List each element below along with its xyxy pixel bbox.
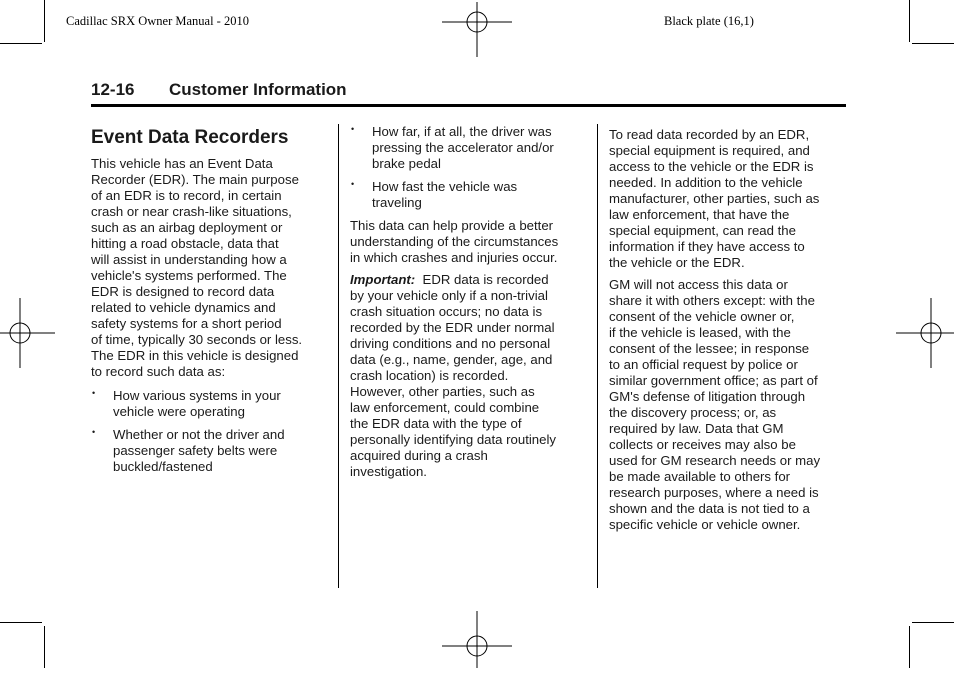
text-line: share it with others except: with the — [609, 293, 815, 308]
list-item — [91, 388, 331, 420]
bullet-icon: • — [92, 388, 96, 398]
bullet-icon: • — [351, 124, 355, 134]
slug-plate-info: Black plate (16,1) — [664, 14, 754, 28]
text-line: special equipment, can read the — [609, 223, 796, 238]
text-line: the discovery process; or, as — [609, 405, 777, 420]
list-item — [350, 179, 590, 211]
text-line: passenger safety belts were — [113, 443, 278, 458]
bullet-list — [91, 388, 331, 475]
text-line: by your vehicle only if a non-trivial — [350, 288, 548, 303]
text-line: acquired during a crash — [350, 448, 488, 463]
column-3 — [609, 127, 849, 539]
text-line: shown and the data is not tied to a — [609, 501, 810, 516]
column-1 — [91, 122, 331, 482]
text-line: used for GM research needs or may — [609, 453, 821, 468]
text-line: buckled/fastened — [113, 459, 213, 474]
text-line: be made available to others for — [609, 469, 791, 484]
text-line: to an official request by police or — [609, 357, 798, 372]
important-label: Important: — [350, 272, 416, 287]
text-line: How various systems in your — [113, 388, 281, 403]
slug-manual-title: Cadillac SRX Owner Manual - 2010 — [66, 14, 249, 28]
text-line: needed. In addition to the vehicle — [609, 175, 803, 190]
text-line: information if they have access to — [609, 239, 805, 254]
text-line: to record such data as: — [91, 364, 226, 379]
registration-mark-icon — [896, 298, 954, 368]
text-line: Recorder (EDR). The main purpose — [91, 172, 299, 187]
text-line: The EDR in this vehicle is designed — [91, 348, 299, 363]
text-line: pressing the accelerator and/or — [372, 140, 554, 155]
list-item — [350, 124, 590, 172]
text-line: in which crashes and injuries occur. — [350, 250, 558, 265]
text-line: traveling — [372, 195, 422, 210]
text-line: personally identifying data routinely — [350, 432, 556, 447]
bullet-icon: • — [351, 179, 355, 189]
text-line: consent of the lessee; in response — [609, 341, 810, 356]
text-line: brake pedal — [372, 156, 441, 171]
text-line: manufacturer, other parties, such as — [609, 191, 820, 206]
text-line: vehicle's systems performed. The — [91, 268, 287, 283]
text-line: specific vehicle or vehicle owner. — [609, 517, 801, 532]
text-line: To read data recorded by an EDR, — [609, 127, 810, 142]
text-line: crash situation occurs; no data is — [350, 304, 543, 319]
running-header — [91, 80, 846, 107]
column-divider — [597, 124, 598, 588]
column-divider — [338, 124, 339, 588]
list-item — [91, 427, 331, 475]
text-line: hitting a road obstacle, data that — [91, 236, 279, 251]
text-line: understanding of the circumstances — [350, 234, 559, 249]
column-2 — [350, 122, 590, 486]
text-line: Whether or not the driver and — [113, 427, 285, 442]
text-line: required by law. Data that GM — [609, 421, 784, 436]
text-line: related to vehicle dynamics and — [91, 300, 276, 315]
text-line: This vehicle has an Event Data — [91, 156, 273, 171]
text-line: vehicle were operating — [113, 404, 245, 419]
circumstances-paragraph — [350, 218, 590, 266]
text-line: if the vehicle is leased, with the — [609, 325, 791, 340]
text-line: GM will not access this data or — [609, 277, 788, 292]
text-line: EDR is designed to record data — [91, 284, 275, 299]
edr-access-paragraph — [609, 127, 849, 271]
text-line: will assist in understanding how a — [91, 252, 287, 267]
crop-mark — [44, 0, 45, 42]
text-line: law enforcement, that have the — [609, 207, 790, 222]
text-line: How fast the vehicle was — [372, 179, 518, 194]
section-heading: Event Data Recorders — [91, 127, 289, 148]
bullet-icon: • — [92, 427, 96, 437]
text-line: law enforcement, could combine — [350, 400, 540, 415]
registration-mark-icon — [442, 0, 512, 57]
text-line: safety systems for a short period — [91, 316, 282, 331]
text-line: collects or receives may also be — [609, 437, 796, 452]
text-line: of an EDR is to record, in certain — [91, 188, 282, 203]
text-line: driving conditions and no personal — [350, 336, 551, 351]
text-line: recorded by the EDR under normal — [350, 320, 555, 335]
text-line: EDR data is recorded — [422, 272, 549, 287]
text-line: the vehicle or the EDR. — [609, 255, 745, 270]
important-paragraph — [350, 272, 590, 480]
text-line: access to the vehicle or the EDR is — [609, 159, 814, 174]
text-line: the EDR data with the type of — [350, 416, 522, 431]
text-line: crash or near crash-like situations, — [91, 204, 292, 219]
text-line: special equipment is required, and — [609, 143, 810, 158]
registration-mark-icon — [442, 611, 512, 681]
text-line: of time, typically 30 seconds or less. — [91, 332, 303, 347]
crop-mark — [0, 622, 42, 623]
text-line: However, other parties, such as — [350, 384, 535, 399]
registration-mark-icon — [0, 298, 55, 368]
crop-mark — [44, 626, 45, 668]
section-title: Customer Information — [169, 80, 347, 99]
text-line: similar government office; as part of — [609, 373, 818, 388]
text-line: consent of the vehicle owner or, — [609, 309, 795, 324]
crop-mark — [909, 626, 910, 668]
text-line: crash location) is recorded. — [350, 368, 509, 383]
crop-mark — [0, 43, 42, 44]
gm-access-paragraph — [609, 277, 849, 533]
text-line: This data can help provide a better — [350, 218, 554, 233]
bullet-list — [350, 124, 590, 211]
text-line: investigation. — [350, 464, 427, 479]
text-line: research purposes, where a need is — [609, 485, 819, 500]
intro-paragraph — [91, 156, 331, 380]
text-line: GM's defense of litigation through — [609, 389, 806, 404]
crop-mark — [912, 622, 954, 623]
text-line: data (e.g., name, gender, age, and — [350, 352, 553, 367]
crop-mark — [912, 43, 954, 44]
crop-mark — [909, 0, 910, 42]
text-line: How far, if at all, the driver was — [372, 124, 552, 139]
page-number: 12-16 — [91, 80, 135, 99]
text-line: such as an airbag deployment or — [91, 220, 283, 235]
